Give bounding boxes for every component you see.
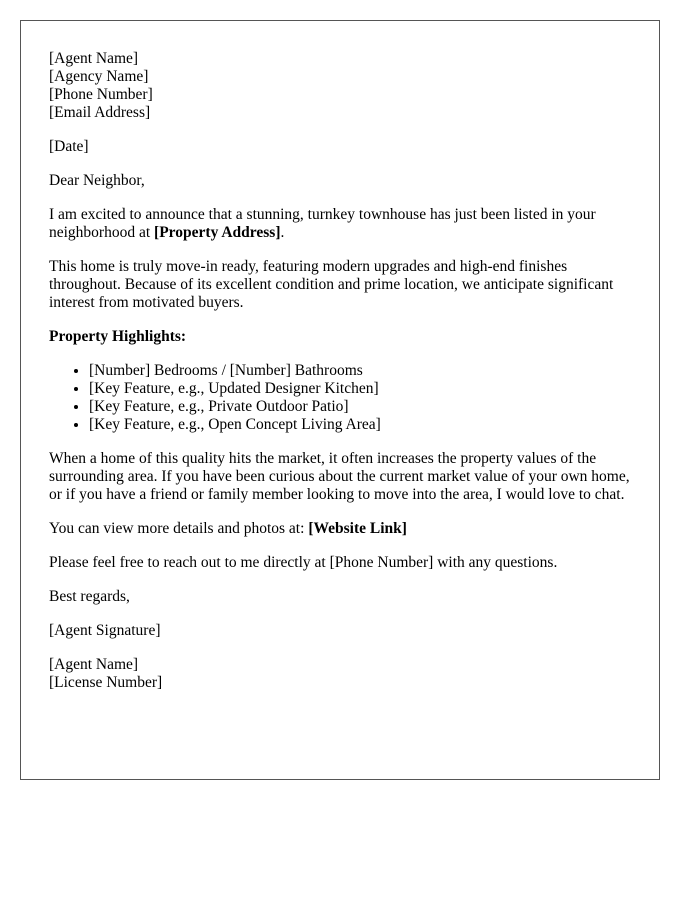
closing: Best regards, (49, 588, 130, 605)
intro-paragraph (49, 206, 631, 242)
sender-block (49, 50, 631, 122)
letter-document (20, 20, 660, 780)
agent-signature: [Agent Signature] (49, 622, 161, 639)
sender-agent-name: [Agent Name] (49, 50, 139, 67)
highlight-item: • [Key Feature, e.g., Open Concept Living Area] (89, 416, 631, 434)
property-address: [Property Address] (154, 224, 281, 241)
website-paragraph (49, 520, 631, 538)
highlight-item: • [Number] Bedrooms / [Number] Bathrooms (89, 362, 631, 380)
letter-date: [Date] (49, 138, 89, 155)
footer-block (49, 656, 631, 692)
sender-phone-number: [Phone Number] (49, 86, 153, 103)
contact-paragraph: Please feel free to reach out to me directly at [Phone Number] with any questions. (49, 554, 558, 571)
website-link: [Website Link] (308, 520, 407, 537)
salutation: Dear Neighbor, (49, 172, 145, 189)
description-paragraph: This home is truly move-in ready, featuring modern upgrades and high-end finishes throughout. Because of its excellent condition and prime location, we anticipate significant interest from motivated buyers. (49, 258, 614, 311)
footer-agent-name: [Agent Name] (49, 656, 139, 673)
market-paragraph: When a home of this quality hits the market, it often increases the property values of the surrounding area. If you have been curious about the current market value of your own home, or if you have a friend or family member looking to move into the area, I would love to chat. (49, 450, 630, 503)
highlight-item: • [Key Feature, e.g., Private Outdoor Patio] (89, 398, 631, 416)
sender-agency-name: [Agency Name] (49, 68, 149, 85)
footer-license-number: [License Number] (49, 674, 163, 691)
intro-end: . (280, 224, 285, 241)
intro-text: I am excited to announce that a stunning, turnkey townhouse has just been listed in your neighborhood at (49, 206, 596, 241)
sender-email-address: [Email Address] (49, 104, 151, 121)
highlights-list (49, 362, 631, 434)
highlight-item: • [Key Feature, e.g., Updated Designer Kitchen] (89, 380, 631, 398)
website-text: You can view more details and photos at: (49, 520, 309, 537)
highlights-heading: Property Highlights: (49, 328, 187, 345)
